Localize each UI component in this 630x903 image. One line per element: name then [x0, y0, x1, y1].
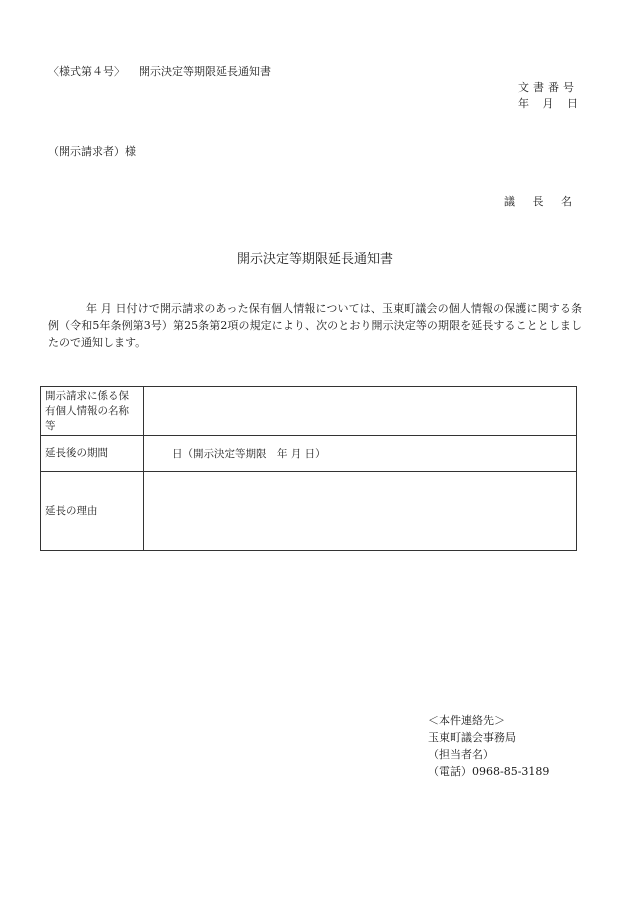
contact-block — [428, 712, 549, 780]
contact-heading: ＜本件連絡先＞ — [428, 714, 505, 727]
notice-details-table — [40, 386, 577, 551]
document-number-label: 文書番号 — [518, 81, 578, 94]
form-number: 〈様式第４号〉 — [48, 65, 125, 78]
contact-phone: （電話）0968-85-3189 — [428, 765, 550, 778]
row-value-extended-period: 日（開示決定等期限 年 月 日） — [144, 436, 577, 472]
table-row — [41, 472, 577, 551]
notice-body-text: 年 月 日付けで開示請求のあった保有個人情報については、玉東町議会の個人情報の保護に関する条例（令和5年条例第3号）第25条第2項の規定により、次のとおり開示決定等の期限を延長することとしましたので通知します。 — [48, 302, 582, 349]
row-label-information-name: 開示請求に係る保有個人情報の名称等 — [41, 387, 144, 436]
document-date-label: 年 月 日 — [518, 97, 578, 110]
table-row — [41, 436, 577, 472]
row-label-extended-period: 延長後の期間 — [41, 436, 144, 472]
document-title: 開示決定等期限延長通知書 — [236, 252, 393, 267]
row-value-information-name — [144, 387, 577, 436]
table-row — [41, 387, 577, 436]
form-header-title: 開示決定等期限延長通知書 — [139, 65, 271, 78]
row-label-extension-reason: 延長の理由 — [41, 472, 144, 551]
contact-office: 玉東町議会事務局 — [428, 731, 516, 744]
recipient-name: （開示請求者）様 — [48, 145, 136, 158]
contact-person: （担当者名） — [428, 748, 494, 761]
form-header — [48, 63, 271, 79]
row-value-extension-reason — [144, 472, 577, 551]
sender-name: 議 長 名 — [504, 195, 572, 208]
